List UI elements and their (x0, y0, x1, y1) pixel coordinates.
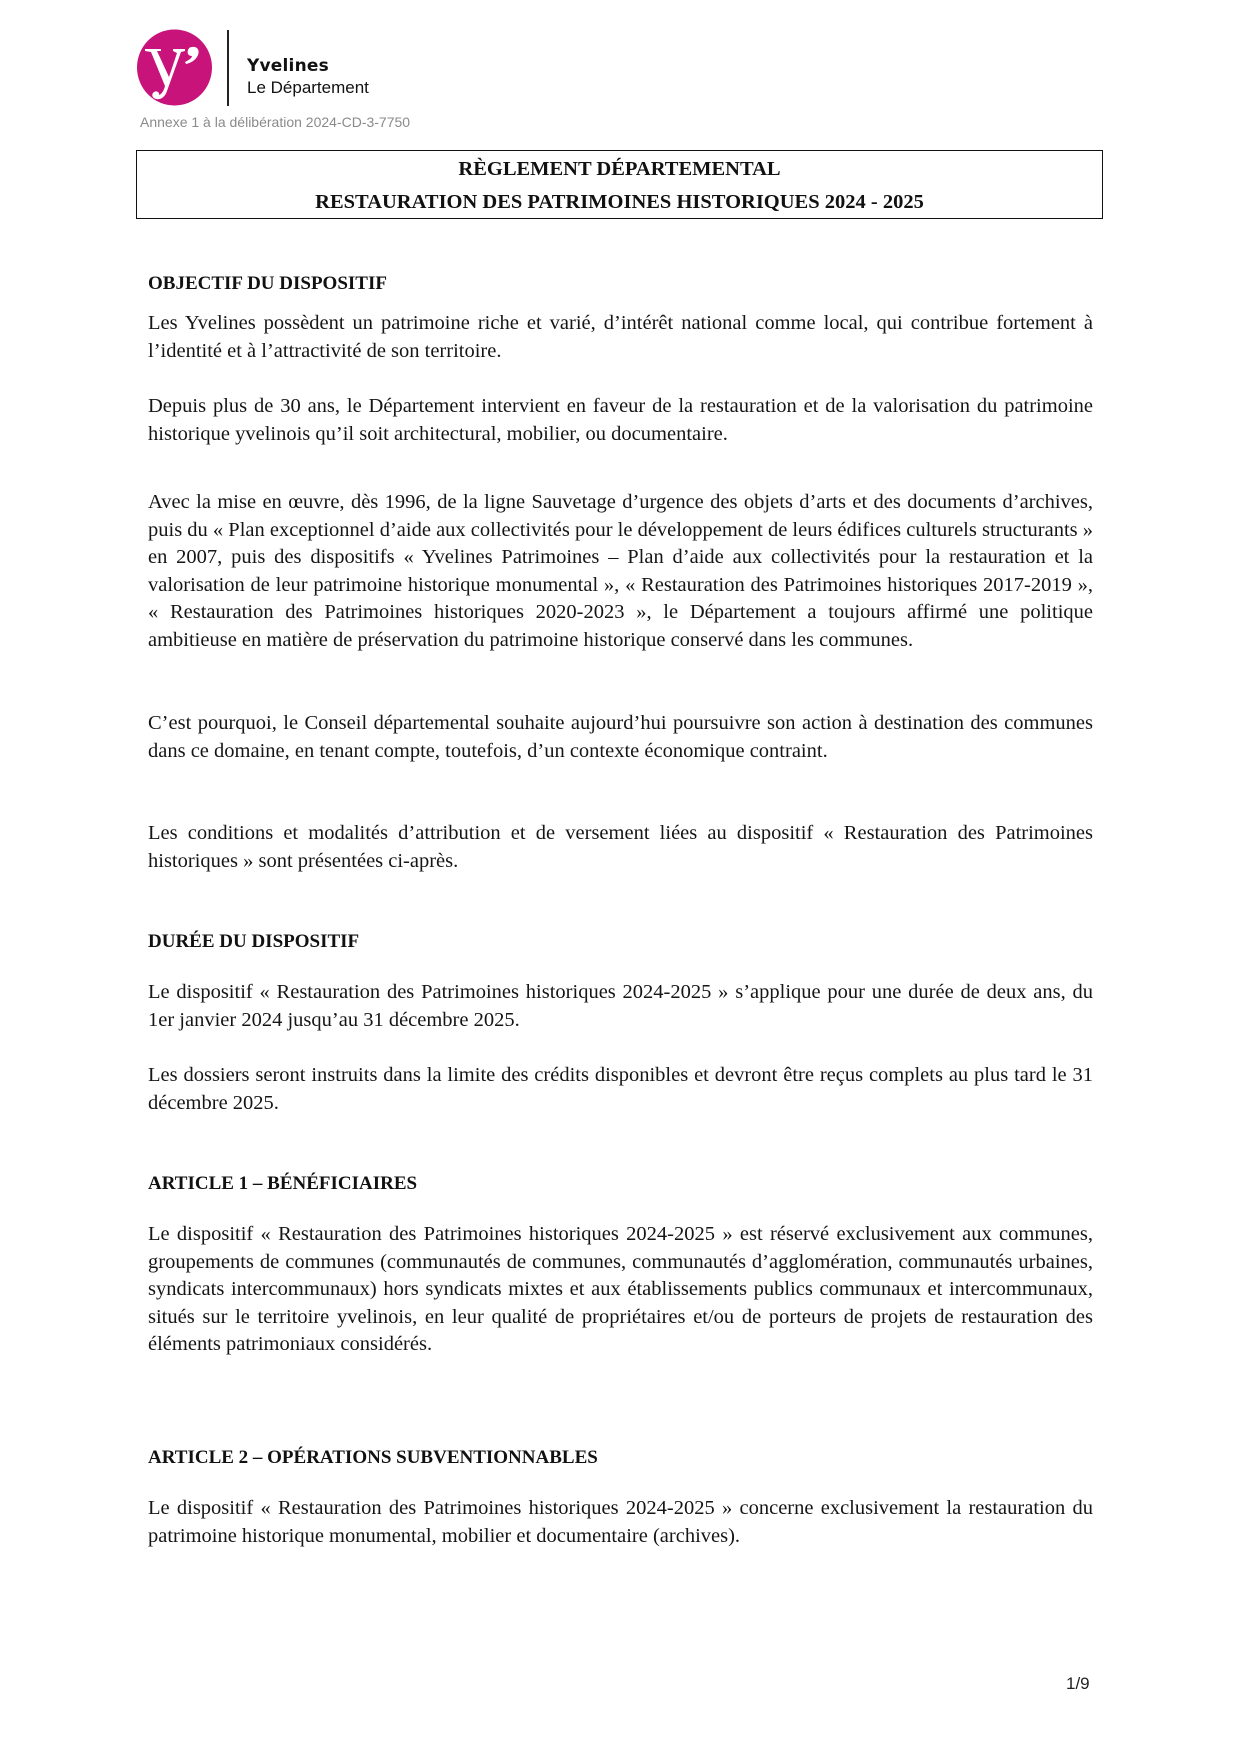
document-title: RÈGLEMENT DÉPARTEMENTAL (458, 158, 781, 180)
section-heading-duree: DURÉE DU DISPOSITIF (148, 931, 360, 952)
paragraph: Le dispositif « Restauration des Patrimoines historiques 2024-2025 » est réservé exclusivement aux communes, groupements de communes (communautés de communes, communautés d’agglomération, communautés urbaines, syndicats intercommunaux) hors syndicats mixtes et aux établissements publics communaux et intercommunaux, situés sur le territoire yvelinois, en leur qualité de propriétaires et/ou de porteurs de projets de restauration des éléments patrimoniaux considérés. (148, 1223, 1093, 1356)
paragraph: Le dispositif « Restauration des Patrimoines historiques 2024-2025 » concerne exclusivement la restauration du patrimoine historique monumental, mobilier et documentaire (archives). (148, 1497, 1093, 1547)
logo-divider (227, 30, 229, 106)
paragraph: C’est pourquoi, le Conseil départemental souhaite aujourd’hui poursuivre son action à destination des communes dans ce domaine, en tenant compte, toutefois, d’un contexte économique contraint. (148, 712, 1093, 762)
annex-label: Annexe 1 à la délibération 2024-CD-3-7750 (140, 114, 411, 130)
paragraph: Depuis plus de 30 ans, le Département intervient en faveur de la restauration et de la valorisation du patrimoine historique yvelinois qu’il soit architectural, mobilier, ou documentaire. (148, 395, 1093, 445)
section-heading-objectif: OBJECTIF DU DISPOSITIF (148, 273, 387, 294)
page-number: 1/9 (1066, 1674, 1090, 1693)
section-heading-article-2: ARTICLE 2 – OPÉRATIONS SUBVENTIONNABLES (148, 1447, 598, 1468)
title-box (136, 150, 1103, 219)
yvelines-logo-icon (136, 29, 213, 106)
section-heading-article-1: ARTICLE 1 – BÉNÉFICIAIRES (148, 1173, 418, 1194)
paragraph: Avec la mise en œuvre, dès 1996, de la ligne Sauvetage d’urgence des objets d’arts et des documents d’archives, puis du « Plan exceptionnel d’aide aux collectivités pour le développement de leurs édifices culturels structurants » en 2007, puis des dispositifs « Yvelines Patrimoines – Plan d’aide aux collectivités pour la restauration et la valorisation de leur patrimoine historique monumental », « Restauration des Patrimoines historiques 2017-2019 », « Restauration des Patrimoines historiques 2020-2023 », le Département a toujours affirmé une politique ambitieuse en matière de préservation du patrimoine historique conservé dans les communes. (148, 491, 1093, 651)
brand-subtitle: Le Département (247, 78, 369, 97)
brand-name: Yvelines (247, 56, 329, 76)
paragraph: Les conditions et modalités d’attribution et de versement liées au dispositif « Restauration des Patrimoines historiques » sont présentées ci-après. (148, 822, 1093, 872)
paragraph: Le dispositif « Restauration des Patrimoines historiques 2024-2025 » s’applique pour une durée de deux ans, du 1er janvier 2024 jusqu’au 31 décembre 2025. (148, 981, 1093, 1031)
paragraph: Les dossiers seront instruits dans la limite des crédits disponibles et devront être reçus complets au plus tard le 31 décembre 2025. (148, 1064, 1093, 1114)
paragraph: Les Yvelines possèdent un patrimoine riche et varié, d’intérêt national comme local, qui contribue fortement à l’identité et à l’attractivité de son territoire. (148, 312, 1093, 362)
document-subtitle: RESTAURATION DES PATRIMOINES HISTORIQUES 2024 - 2025 (315, 191, 924, 213)
